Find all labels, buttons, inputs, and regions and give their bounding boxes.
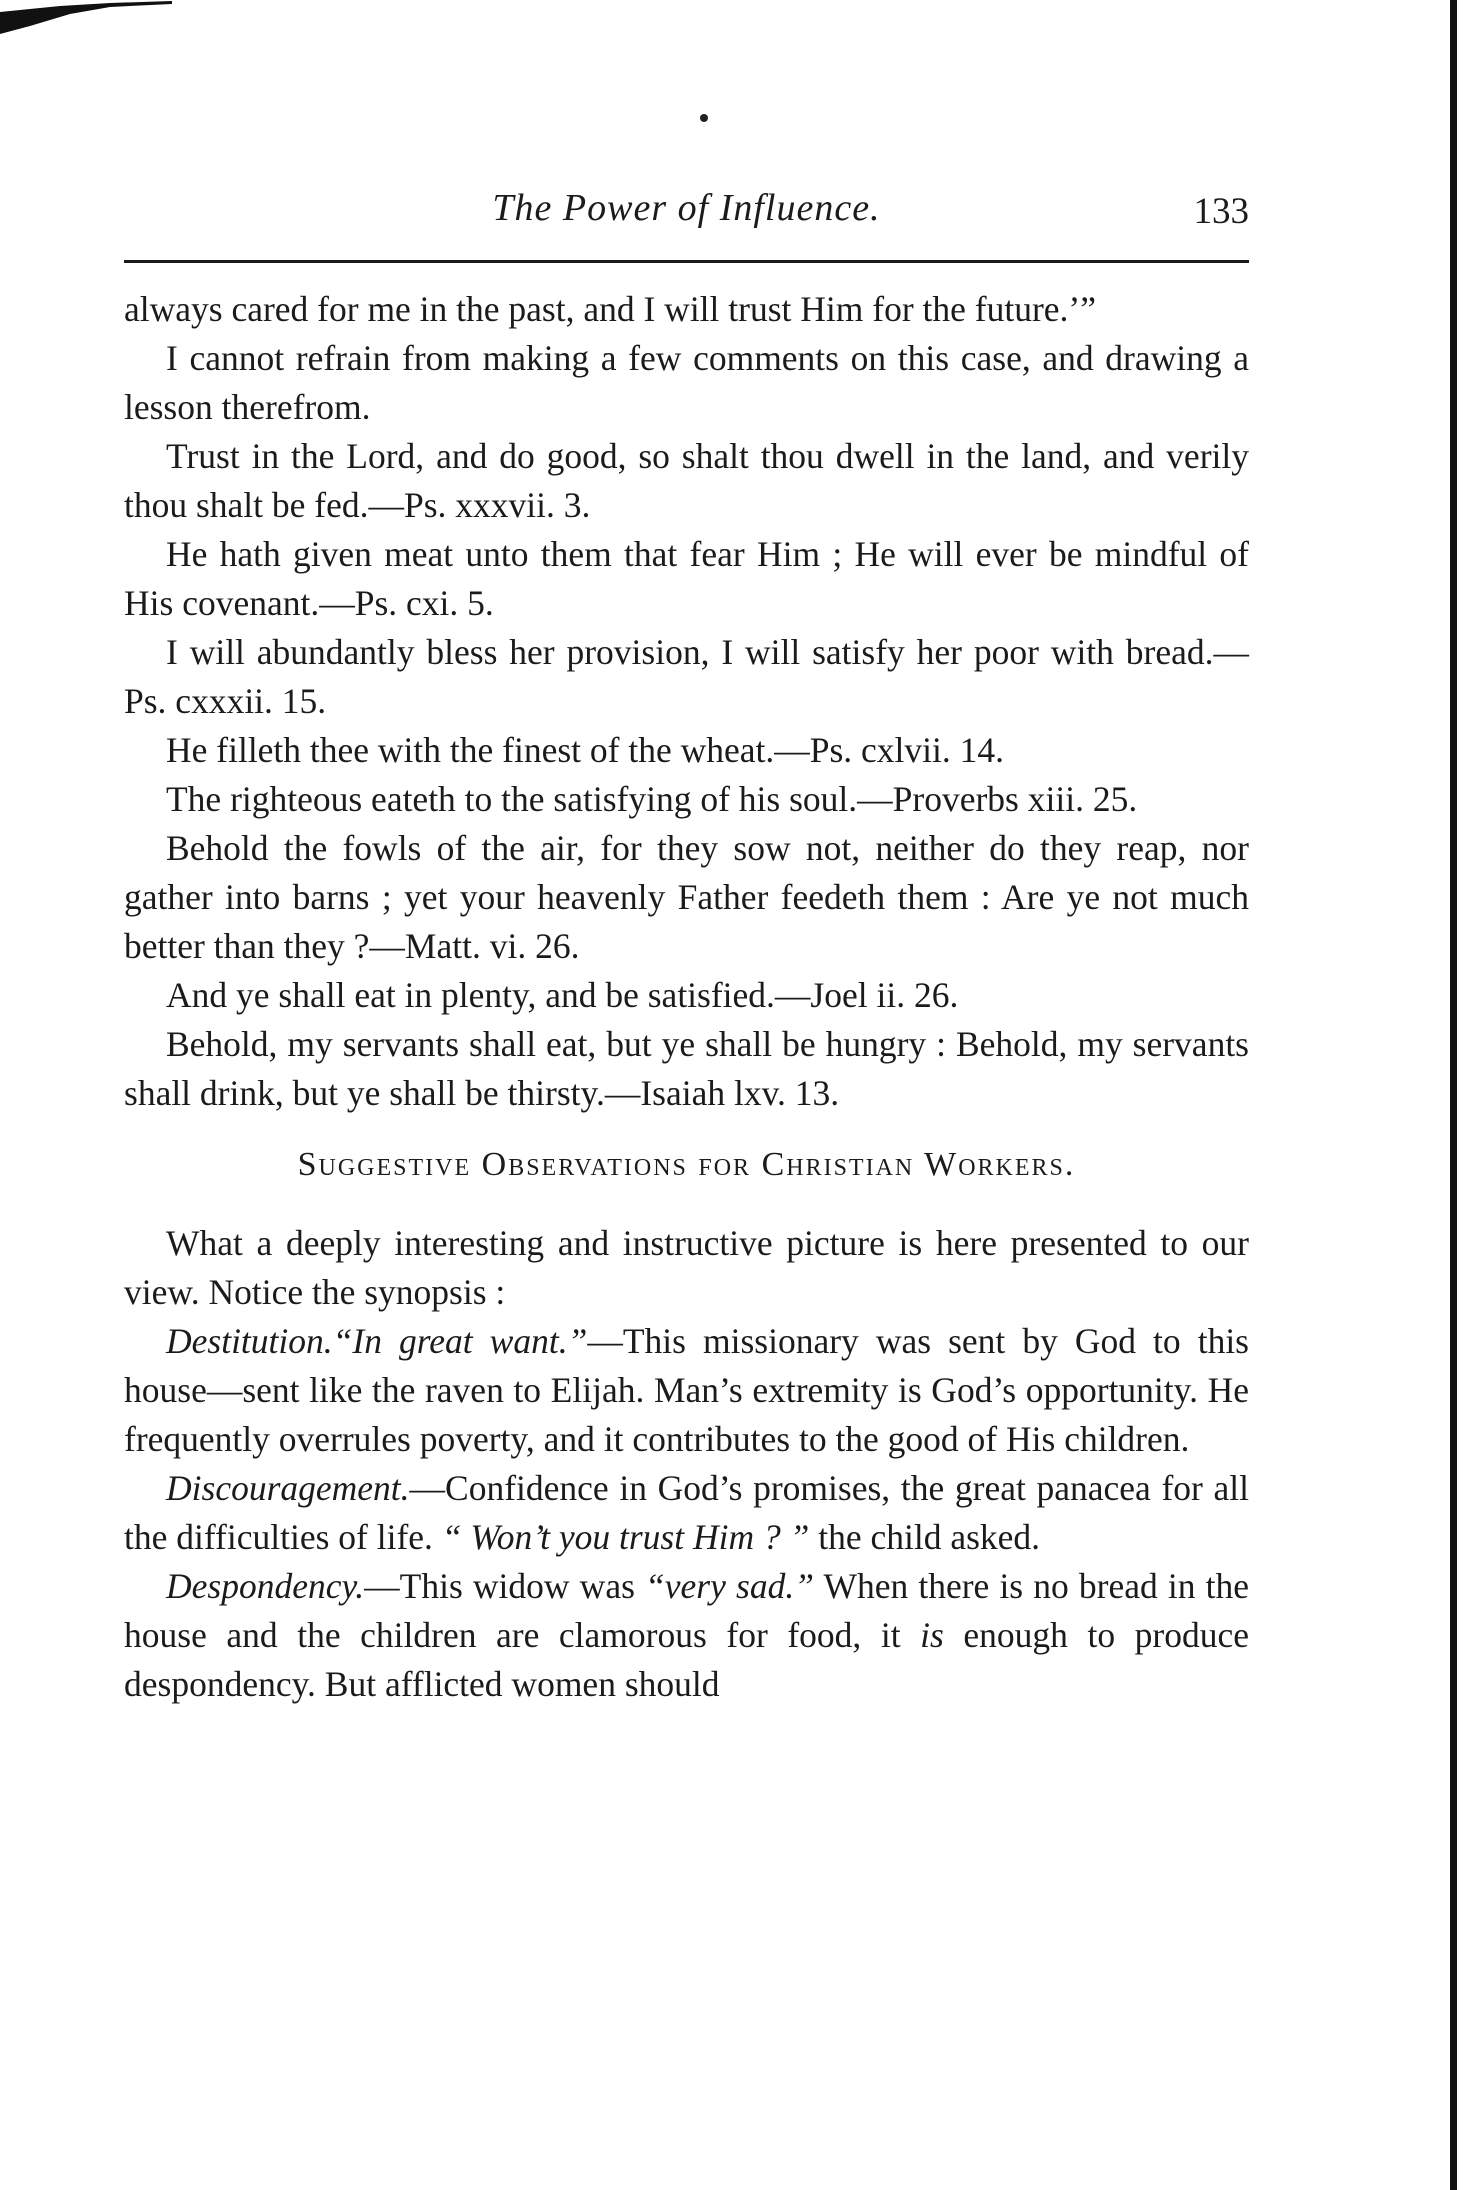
observation-text: —Confidence in God’s promises, the great panacea for all the difficulties of life.: [124, 1468, 1249, 1557]
scripture-verse: He filleth thee with the finest of the wheat.—Ps. cxlvii. 14.: [166, 730, 1005, 770]
paragraph-comment: I cannot refrain from making a few comments on this case, and drawing a lesson therefrom.: [124, 338, 1249, 427]
observation-quote: “ Won’t you trust Him ? ”: [441, 1517, 810, 1557]
scripture-verse: Trust in the Lord, and do good, so shalt thou dwell in the land, and verily thou shalt be fed.—Ps. xxxvii. 3.: [124, 436, 1249, 525]
page-body: [124, 285, 1249, 1709]
scripture-verse: Behold the fowls of the air, for they sow not, neither do they reap, nor gather into barns ; yet your heavenly Father feedeth them : Are ye not much better than they ?—Matt. vi. 26.: [124, 828, 1249, 966]
observation-discouragement: [124, 1464, 1249, 1562]
observation-text: —This missionary was sent by God to this house—sent like the raven to Elijah. Man’s extremity is God’s opportunity. He frequently overrules poverty, and it contributes to the good of His children.: [124, 1321, 1249, 1459]
intro-paragraph: What a deeply interesting and instructive picture is here presented to our view. Notice the synopsis :: [124, 1223, 1249, 1312]
scripture-verse: And ye shall eat in plenty, and be satisfied.—Joel ii. 26.: [166, 975, 959, 1015]
scripture-verse: I will abundantly bless her provision, I will satisfy her poor with bread.—Ps. cxxxii. 15.: [124, 632, 1249, 721]
observation-term: Discouragement.: [166, 1468, 410, 1508]
scan-corner-mark: [0, 0, 175, 40]
observation-destitution: [124, 1317, 1249, 1464]
scan-page-edge: [1450, 0, 1457, 2190]
scripture-verse: Behold, my servants shall eat, but ye shall be hungry : Behold, my servants shall drink, but ye shall be thirsty.—Isaiah lxv. 13.: [124, 1024, 1249, 1113]
scan-speck: [700, 114, 708, 122]
header-rule: [124, 260, 1249, 263]
scripture-verse: The righteous eateth to the satisfying of his soul.—Proverbs xiii. 25.: [166, 779, 1138, 819]
observation-emphasis: is: [920, 1615, 944, 1655]
observation-term: Despondency.: [166, 1566, 365, 1606]
observation-quote: “In great want.”: [332, 1321, 588, 1361]
running-head: [124, 180, 1249, 240]
observation-text: —This widow was: [364, 1566, 635, 1606]
section-heading: Suggestive Observations for Christian Workers.: [297, 1146, 1076, 1183]
page-number: 133: [1193, 191, 1249, 232]
observation-despondency: [124, 1562, 1249, 1709]
observation-text: When there is no bread in the house and the children are clamorous for food, it: [124, 1566, 1249, 1655]
observation-term: Destitution.: [166, 1321, 333, 1361]
observation-quote: “very sad.”: [645, 1566, 814, 1606]
paragraph-continuation: always cared for me in the past, and I will trust Him for the future.’”: [124, 289, 1096, 329]
observation-text: the child asked.: [818, 1517, 1041, 1557]
scripture-verse: He hath given meat unto them that fear Him ; He will ever be mindful of His covenant.—Ps. cxi. 5.: [124, 534, 1249, 623]
running-title: The Power of Influence.: [492, 187, 881, 229]
observation-text: enough to produce despondency. But afflicted women should: [124, 1615, 1250, 1704]
